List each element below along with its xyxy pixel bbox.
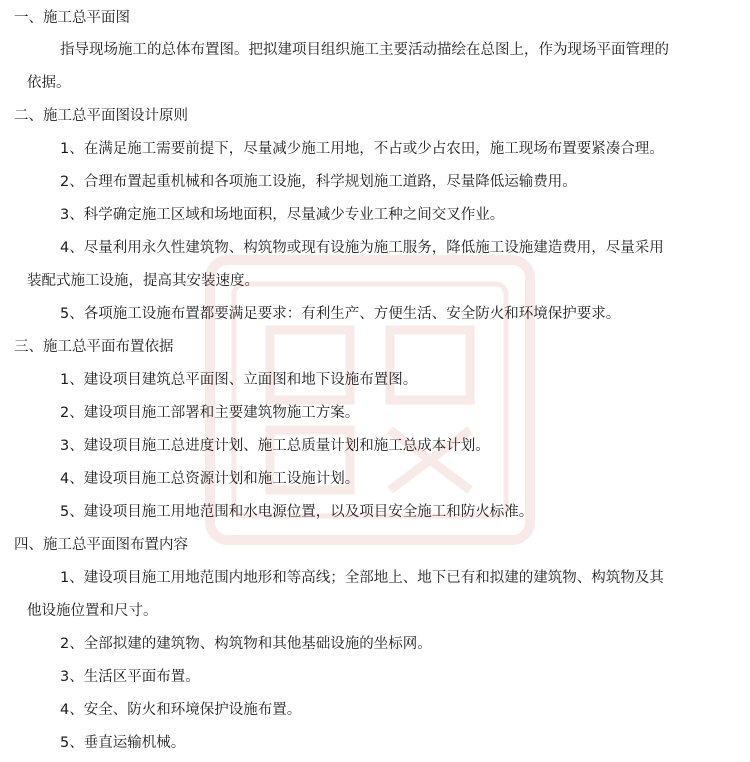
section-2-item-2: 2、合理布置起重机械和各项施工设施，科学规划施工道路，尽量降低运输费用。: [60, 174, 577, 190]
section-1-heading: 一、施工总平面图: [14, 10, 130, 26]
section-4-item-1-continuation: 他设施位置和尺寸。: [27, 603, 158, 619]
section-4-item-3: 3、生活区平面布置。: [60, 669, 200, 685]
section-4-item-4: 4、安全、防火和环境保护设施布置。: [60, 702, 302, 718]
section-2-item-4: 4、尽量利用永久性建筑物、构筑物或现有设施为施工服务，降低施工设施建造费用，尽量采用: [60, 240, 664, 256]
section-2-item-3: 3、科学确定施工区域和场地面积，尽量减少专业工种之间交叉作业。: [60, 207, 505, 223]
section-2-item-1: 1、在满足施工需要前提下，尽量减少施工用地，不占或少占农田，施工现场布置要紧凑合理。: [60, 141, 664, 157]
section-4-heading: 四、施工总平面图布置内容: [14, 537, 188, 553]
section-1-paragraph-line-2: 依据。: [27, 75, 71, 91]
section-3-item-3: 3、建设项目施工总进度计划、施工总质量计划和施工总成本计划。: [60, 438, 490, 454]
section-3-item-2: 2、建设项目施工部署和主要建筑物施工方案。: [60, 405, 360, 421]
section-2-item-5: 5、各项施工设施布置都要满足要求：有利生产、方便生活、安全防火和环境保护要求。: [60, 306, 621, 322]
section-3-item-4: 4、建设项目施工总资源计划和施工设施计划。: [60, 471, 360, 487]
section-3-item-5: 5、建设项目施工用地范围和水电源位置，以及项目安全施工和防火标准。: [60, 504, 534, 520]
section-4-item-2: 2、全部拟建的建筑物、构筑物和其他基础设施的坐标网。: [60, 636, 432, 652]
section-1-paragraph-line-1: 指导现场施工的总体布置图。把拟建项目组织施工主要活动描绘在总图上，作为现场平面管理的: [60, 42, 669, 58]
section-3-heading: 三、施工总平面布置依据: [14, 339, 174, 355]
section-2-item-4-continuation: 装配式施工设施，提高其安装速度。: [27, 273, 259, 289]
section-2-heading: 二、施工总平面图设计原则: [14, 108, 188, 124]
section-4-item-1: 1、建设项目施工用地范围内地形和等高线；全部地上、地下已有和拟建的建筑物、构筑物及其: [60, 570, 664, 586]
section-4-item-5: 5、垂直运输机械。: [60, 735, 186, 751]
section-3-item-1: 1、建设项目建筑总平面图、立面图和地下设施布置图。: [60, 372, 418, 388]
